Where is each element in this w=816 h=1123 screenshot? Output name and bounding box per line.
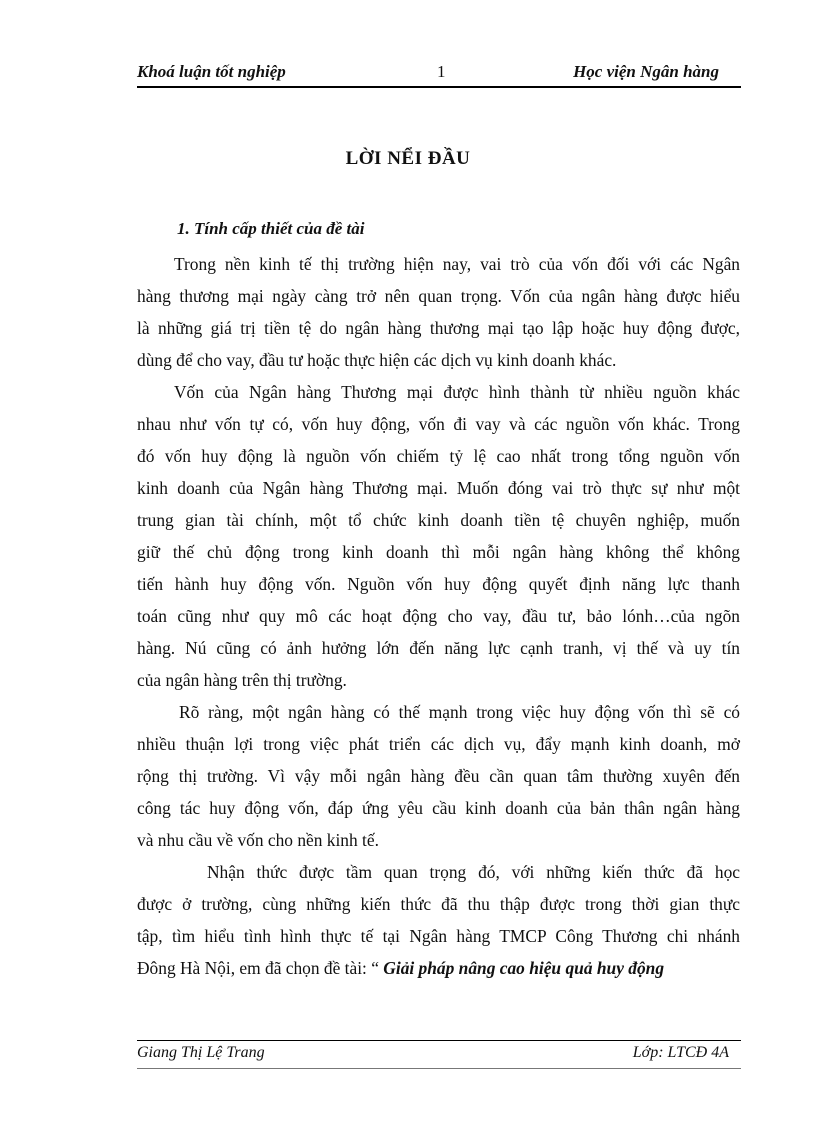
bottom-divider: [137, 1068, 741, 1069]
body-text: [137, 248, 740, 984]
text-line: của ngân hàng trên thị trường.: [137, 670, 347, 690]
text-line: rộng thị trường. Vì vậy mỗi ngân hàng đều cần quan tâm thường xuyên đến: [137, 766, 740, 786]
page-title: LỜI NỂI ĐẦU: [345, 148, 471, 169]
text-line: giữ thế chủ động trong kinh doanh thì mỗi ngân hàng không thể không: [137, 542, 740, 562]
text-line: là những giá trị tiền tệ do ngân hàng thương mại tạo lập hoặc huy động được,: [137, 318, 740, 338]
text-line-last: [137, 952, 740, 984]
paragraph-2: [137, 376, 740, 696]
page-footer: [137, 1040, 741, 1061]
thesis-topic-emphasis: Giải pháp nâng cao hiệu quả huy động: [383, 958, 665, 978]
text-line: công tác huy động vốn, đáp ứng yêu cầu kinh doanh của bản thân ngân hàng: [137, 798, 740, 818]
text-line: Rõ ràng, một ngân hàng có thế mạnh trong việc huy động vốn thì sẽ có: [179, 702, 740, 722]
text-line: hàng thương mại ngày càng trở nên quan trọng. Vốn của ngân hàng được hiểu: [137, 286, 740, 306]
text-line: Trong nền kinh tế thị trường hiện nay, vai trò của vốn đối với các Ngân: [174, 254, 740, 274]
text-line: Vốn của Ngân hàng Thương mại được hình thành từ nhiều nguồn khác: [174, 382, 740, 402]
text-line: nhiều thuận lợi trong việc phát triển các dịch vụ, đẩy mạnh kinh doanh, mở: [137, 734, 740, 754]
text-line: trung gian tài chính, một tổ chức kinh doanh tiền tệ chuyên nghiệp, muốn: [137, 510, 740, 530]
header-institution: Học viện Ngân hàng: [573, 62, 719, 81]
header-thesis-label: Khoá luận tốt nghiệp: [137, 62, 286, 81]
text-line: được ở trường, cùng những kiến thức đã thu thập được trong thời gian thực: [137, 894, 740, 914]
text-line: dùng để cho vay, đầu tư hoặc thực hiện các dịch vụ kinh doanh khác.: [137, 350, 617, 370]
paragraph-1: [137, 248, 740, 376]
paragraph-3: [137, 696, 740, 856]
text-line: toán cũng như quy mô các hoạt động cho vay, đầu tư, bảo lónh…của ngõn: [137, 606, 740, 626]
text-line: hàng. Nú cũng có ảnh hưởng lớn đến năng lực cạnh tranh, vị thế và uy tín: [137, 638, 740, 658]
page-number: 1: [437, 62, 446, 81]
text-line: Nhận thức được tầm quan trọng đó, với những kiến thức đã học: [207, 862, 740, 882]
footer-class: Lớp: LTCĐ 4A: [632, 1044, 729, 1061]
paragraph-4: [137, 856, 740, 984]
text-line: kinh doanh của Ngân hàng Thương mại. Muốn đóng vai trò thực sự như một: [137, 478, 740, 498]
text-line: đó vốn huy động là nguồn vốn chiếm tỷ lệ cao nhất trong tổng nguồn vốn: [137, 446, 740, 466]
text-line: và nhu cầu về vốn cho nền kinh tế.: [137, 830, 379, 850]
text-plain: Đông Hà Nội, em đã chọn đề tài: “: [137, 958, 384, 978]
page-header: [137, 60, 741, 88]
text-line: tiến hành huy động vốn. Nguồn vốn huy động quyết định năng lực thanh: [137, 574, 740, 594]
section-heading: 1. Tính cấp thiết của đề tài: [177, 219, 365, 238]
footer-author: Giang Thị Lệ Trang: [137, 1044, 265, 1061]
text-line: nhau như vốn tự có, vốn huy động, vốn đi vay và các nguồn vốn khác. Trong: [137, 414, 740, 434]
text-line: tập, tìm hiểu tình hình thực tế tại Ngân hàng TMCP Công Thương chi nhánh: [137, 926, 740, 946]
